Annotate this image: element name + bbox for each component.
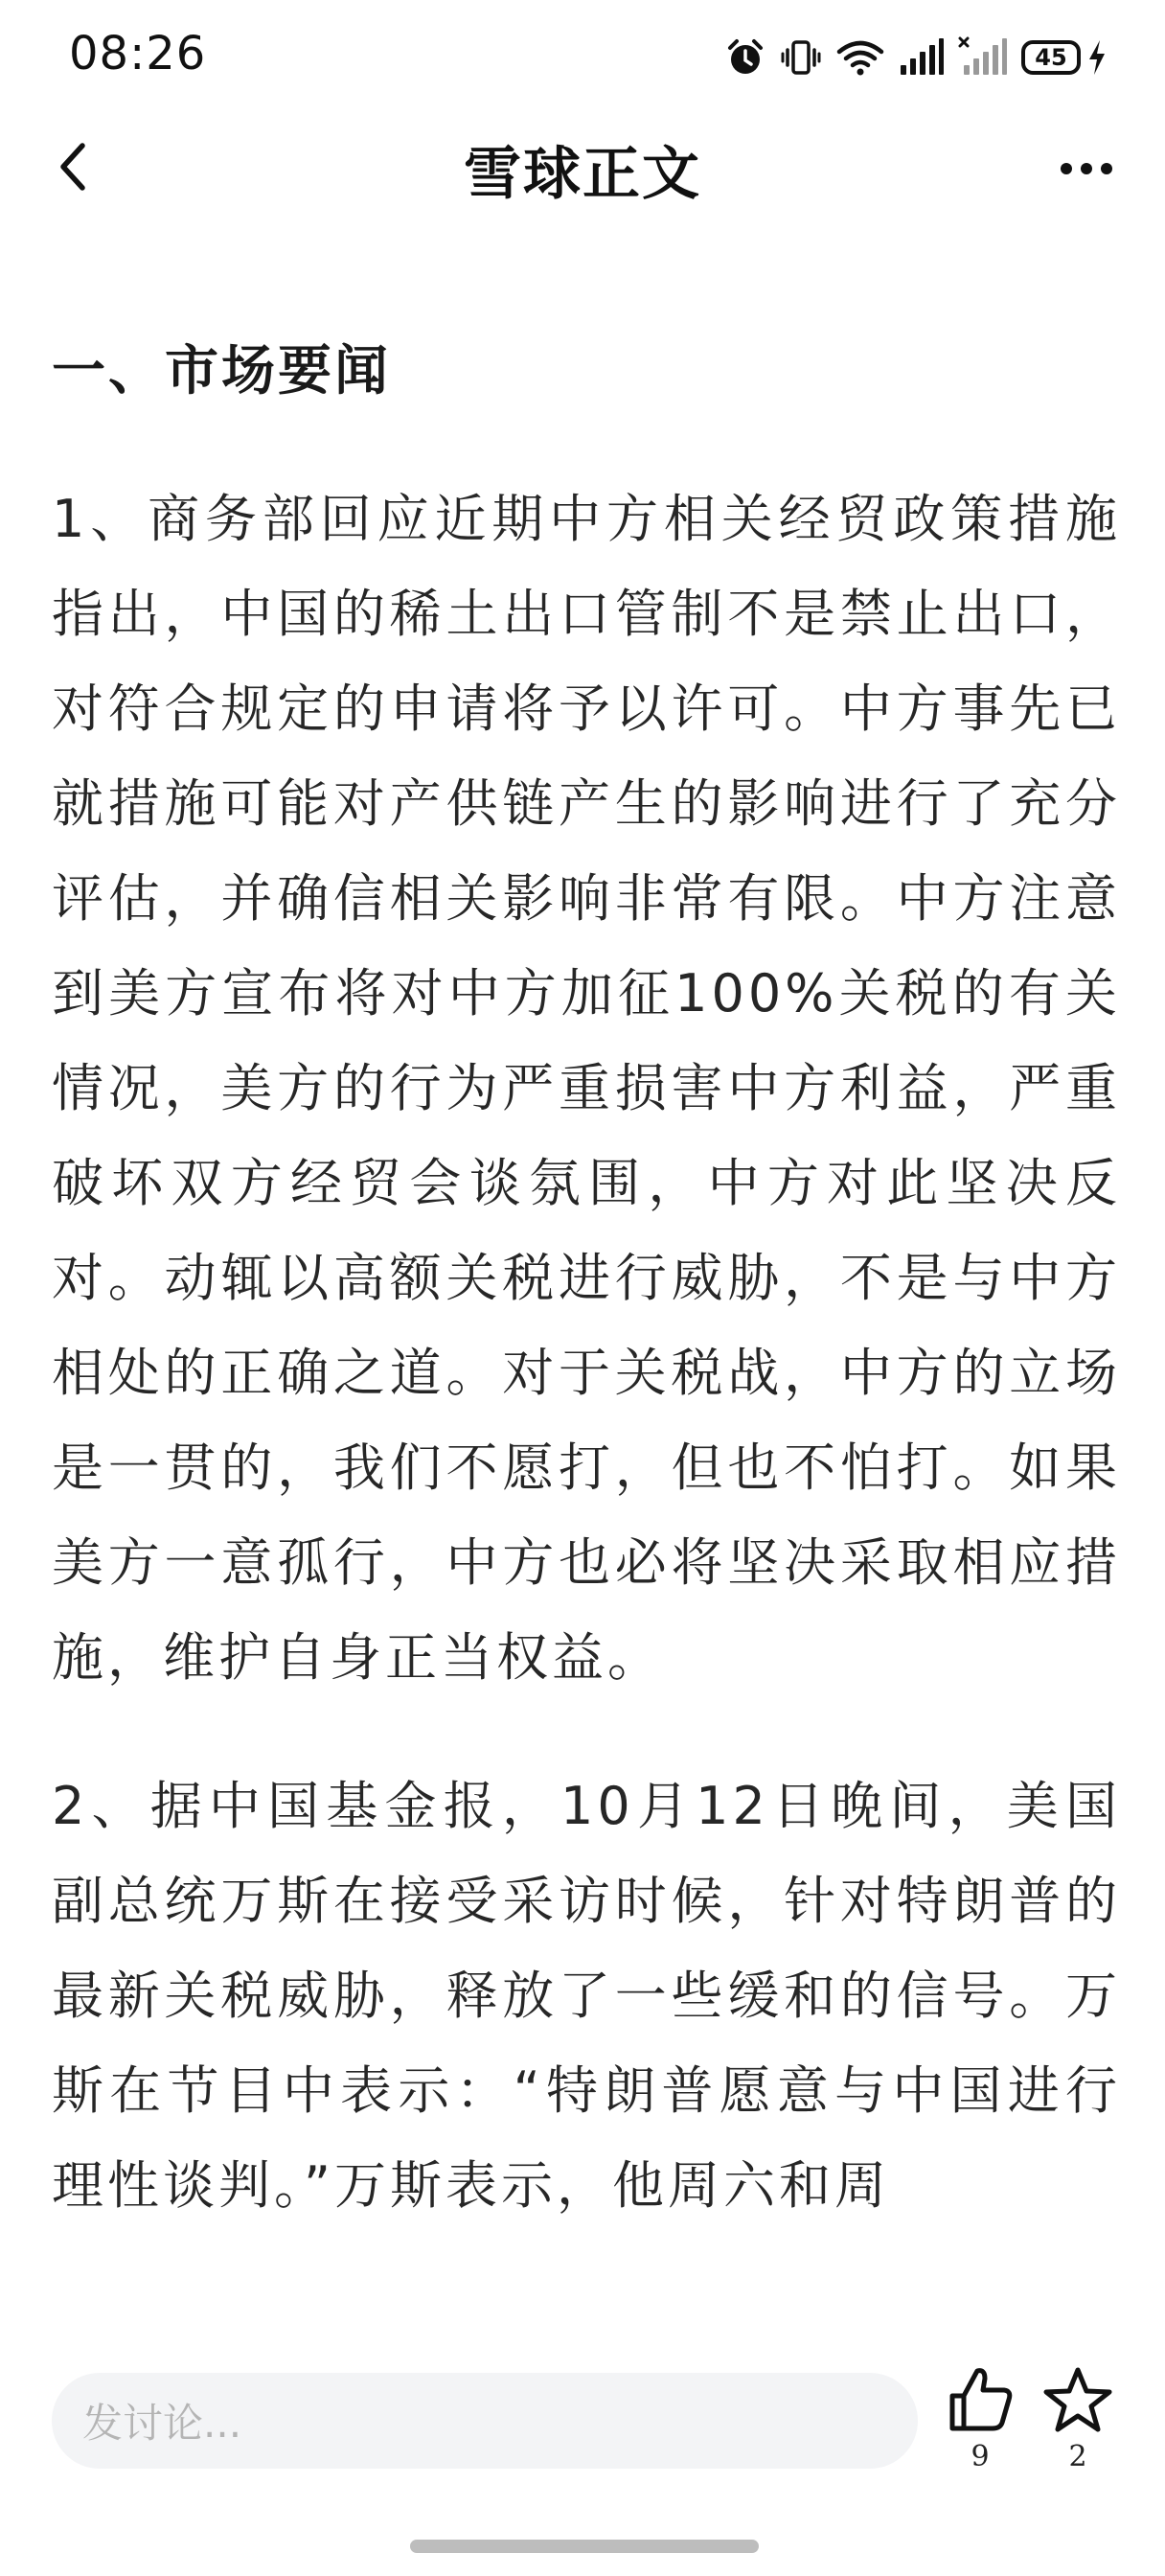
signal-no-sim-icon bbox=[958, 36, 1008, 79]
nav-header bbox=[0, 113, 1165, 224]
article-paragraph: 1、商务部回应近期中方相关经贸政策措施指出，中国的稀土出口管制不是禁止出口，对符合规定的申请将予以许可。中方事先已就措施可能对产供链产生的影响进行了充分评估，并确信相关影响非常有限。中方注意到美方宣布将对中方加征100%关税的有关情况，美方的行为严重损害中方利益，严重破坏双方经贸会谈氛围，中方对此坚决反对。动辄以高额关税进行威胁，不是与中方相处的正确之道。对于关税战，中方的立场是一贯的，我们不愿打，但也不怕打。如果美方一意孤行，中方也必将坚决采取相应措施，维护自身正当权益。 bbox=[52, 489, 1121, 1688]
more-button[interactable] bbox=[1048, 134, 1125, 203]
page-title: 雪球正文 bbox=[464, 141, 701, 208]
article-paragraph: 2、据中国基金报，10月12日晚间，美国副总统万斯在接受采访时候，针对特朗普的最新关税威胁，释放了一些缓和的信号。万斯在节目中表示：“特朗普愿意与中国进行理性谈判。”万斯表示，他周六和周 bbox=[52, 1776, 1121, 2216]
thumbs-up-icon bbox=[945, 2365, 1016, 2434]
article-body bbox=[52, 326, 1121, 2329]
alarm-icon bbox=[724, 36, 766, 79]
more-horizontal-icon bbox=[1061, 163, 1112, 174]
wifi-icon bbox=[835, 36, 885, 79]
status-time: 08:26 bbox=[69, 27, 207, 80]
signal-icon bbox=[899, 36, 945, 79]
home-indicator[interactable] bbox=[410, 2540, 759, 2553]
favorite-count: 2 bbox=[1068, 2440, 1087, 2473]
comment-input[interactable]: 发讨论... bbox=[52, 2373, 918, 2469]
vibrate-icon bbox=[780, 36, 822, 79]
status-icons bbox=[724, 31, 1108, 84]
like-count: 9 bbox=[971, 2440, 990, 2473]
status-bar bbox=[0, 0, 1165, 113]
section-heading: 一、市场要闻 bbox=[52, 340, 391, 402]
battery-icon bbox=[1021, 38, 1108, 77]
favorite-button[interactable] bbox=[1035, 2365, 1121, 2473]
battery-level: 45 bbox=[1021, 40, 1081, 75]
like-button[interactable] bbox=[937, 2365, 1023, 2473]
charging-icon bbox=[1086, 38, 1108, 77]
star-icon bbox=[1041, 2365, 1114, 2434]
bottom-action-bar bbox=[0, 2336, 1165, 2509]
